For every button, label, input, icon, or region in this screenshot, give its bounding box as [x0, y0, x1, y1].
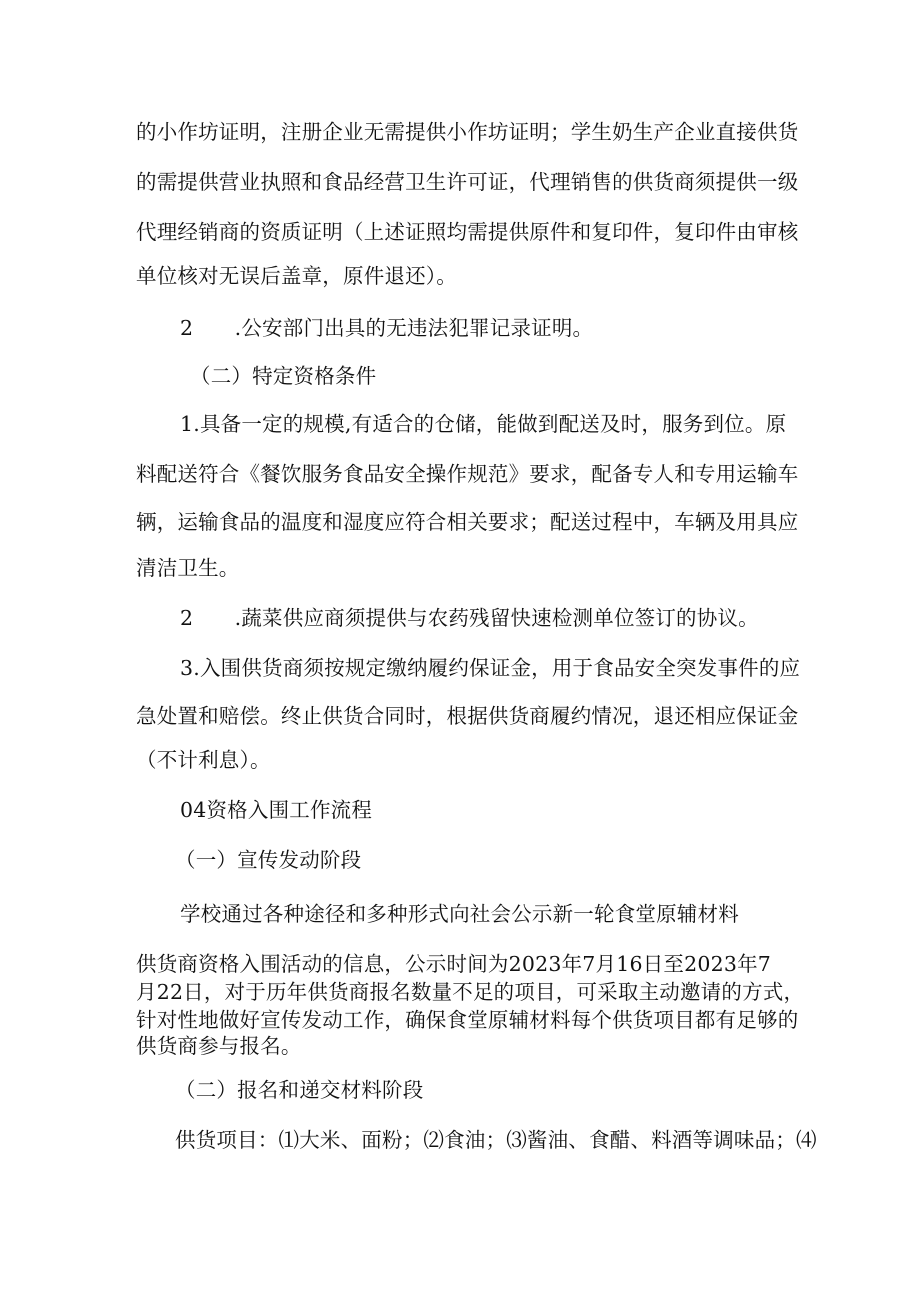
body-text-line: 单位核对无误后盖章，原件退还）。	[136, 264, 457, 288]
body-text-line: 急处置和赔偿。终止供货合同时，根据供货商履约情况，退还相应保证金	[136, 704, 799, 728]
body-text-line: （不计利息）。	[136, 748, 271, 772]
body-text-line: 辆，运输食品的温度和湿度应符合相关要求；配送过程中，车辆及用具应	[136, 510, 799, 534]
section-heading: 04资格入围工作流程	[180, 798, 373, 822]
list-item: 2 .公安部门出具的无违法犯罪记录证明。	[180, 316, 594, 340]
list-item: 2 .蔬菜供应商须提供与农药残留快速检测单位签订的协议。	[180, 606, 759, 630]
list-item: 1.具备一定的规模,有适合的仓储，能做到配送及时，服务到位。原	[180, 412, 787, 436]
body-text-line: 月22日，对于历年供货商报名数量不足的项目，可采取主动邀请的方式，	[136, 980, 805, 1004]
body-text-line: 代理经销商的资质证明（上述证照均需提供原件和复印件，复印件由审核	[136, 220, 799, 244]
section-heading: （一）宣传发动阶段	[175, 848, 362, 872]
body-text-line: 学校通过各种途径和多种形式向社会公示新一轮食堂原辅材料	[180, 902, 739, 926]
body-text-line: 清洁卫生。	[136, 556, 240, 580]
list-item: 3.入围供货商须按规定缴纳履约保证金，用于食品安全突发事件的应	[180, 656, 801, 680]
body-text-line: 供货商资格入围活动的信息，公示时间为2023年7月16日至2023年7	[136, 952, 772, 976]
body-text-line: 针对性地做好宣传发动工作，确保食堂原辅材料每个供货项目都有足够的	[136, 1008, 799, 1032]
body-text-line: 料配送符合《餐饮服务食品安全操作规范》要求，配备专人和专用运输车	[136, 462, 799, 486]
body-text-line: 的小作坊证明，注册企业无需提供小作坊证明；学生奶生产企业直接供货	[136, 120, 799, 144]
section-heading: （二）报名和递交材料阶段	[175, 1078, 424, 1102]
section-heading: （二）特定资格条件	[190, 364, 377, 388]
body-text-line: 供货项目：⑴大米、面粉；⑵食油；⑶酱油、食醋、料酒等调味品；⑷	[175, 1128, 817, 1152]
body-text-line: 供货商参与报名。	[136, 1034, 302, 1058]
body-text-line: 的需提供营业执照和食品经营卫生许可证，代理销售的供货商须提供一级	[136, 170, 799, 194]
